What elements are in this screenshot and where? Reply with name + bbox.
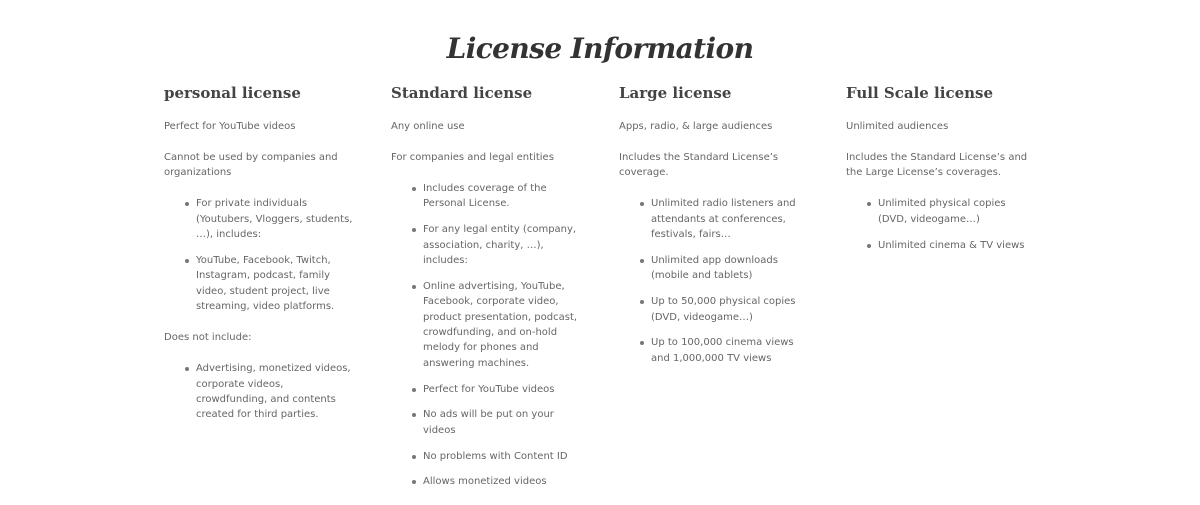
license-description: Does not include: [164, 332, 252, 344]
license-feature-list [391, 181, 581, 490]
list-item: No ads will be put on your videos [423, 407, 581, 438]
license-description: Includes the Standard License’s and the Large License’s coverages. [846, 152, 1028, 179]
license-column-standard [391, 83, 581, 505]
list-item: Perfect for YouTube videos [423, 382, 581, 397]
license-column-personal [164, 83, 354, 438]
license-feature-list [846, 196, 1036, 253]
license-description: Includes the Standard License’s coverage. [619, 152, 779, 179]
list-item: For any legal entity (company, association, charity, …), includes: [423, 222, 581, 268]
list-item: Allows monetized videos [423, 474, 581, 489]
list-item: Advertising, monetized videos, corporate videos, crowdfunding, and contents created for third parties. [196, 361, 354, 423]
list-item: Unlimited cinema & TV views [878, 238, 1036, 253]
license-description: For companies and legal entities [391, 152, 554, 163]
license-feature-list [164, 196, 354, 314]
page-title: License Information [446, 31, 754, 65]
list-item: Unlimited app downloads (mobile and tablets) [651, 253, 809, 284]
list-item: Online advertising, YouTube, Facebook, corporate video, product presentation, podcast, crowdfunding, and on-hold melody for phones and answering machines. [423, 279, 581, 371]
license-description: Perfect for YouTube videos [164, 121, 296, 132]
list-item: Includes coverage of the Personal License. [423, 181, 581, 212]
list-item: For private individuals (Youtubers, Vloggers, students, …), includes: [196, 196, 354, 242]
list-item: YouTube, Facebook, Twitch, Instagram, podcast, family video, student project, live streaming, video platforms. [196, 253, 354, 315]
license-title: personal license [164, 84, 301, 102]
license-description: Apps, radio, & large audiences [619, 121, 773, 132]
license-description: Unlimited audiences [846, 121, 949, 132]
list-item: Up to 50,000 physical copies (DVD, videogame…) [651, 294, 809, 325]
license-description: Any online use [391, 121, 465, 132]
license-title: Standard license [391, 84, 533, 102]
license-column-full-scale [846, 83, 1036, 269]
license-title: Full Scale license [846, 84, 994, 102]
list-item: Up to 100,000 cinema views and 1,000,000 TV views [651, 335, 809, 366]
license-column-large [619, 83, 809, 382]
license-title: Large license [619, 84, 732, 102]
license-feature-list [619, 196, 809, 366]
list-item: Unlimited physical copies (DVD, videogame…) [878, 196, 1036, 227]
list-item: No problems with Content ID [423, 449, 581, 464]
license-description: Cannot be used by companies and organizations [164, 152, 338, 179]
license-feature-list [164, 361, 354, 423]
list-item: Unlimited radio listeners and attendants at conferences, festivals, fairs… [651, 196, 809, 242]
